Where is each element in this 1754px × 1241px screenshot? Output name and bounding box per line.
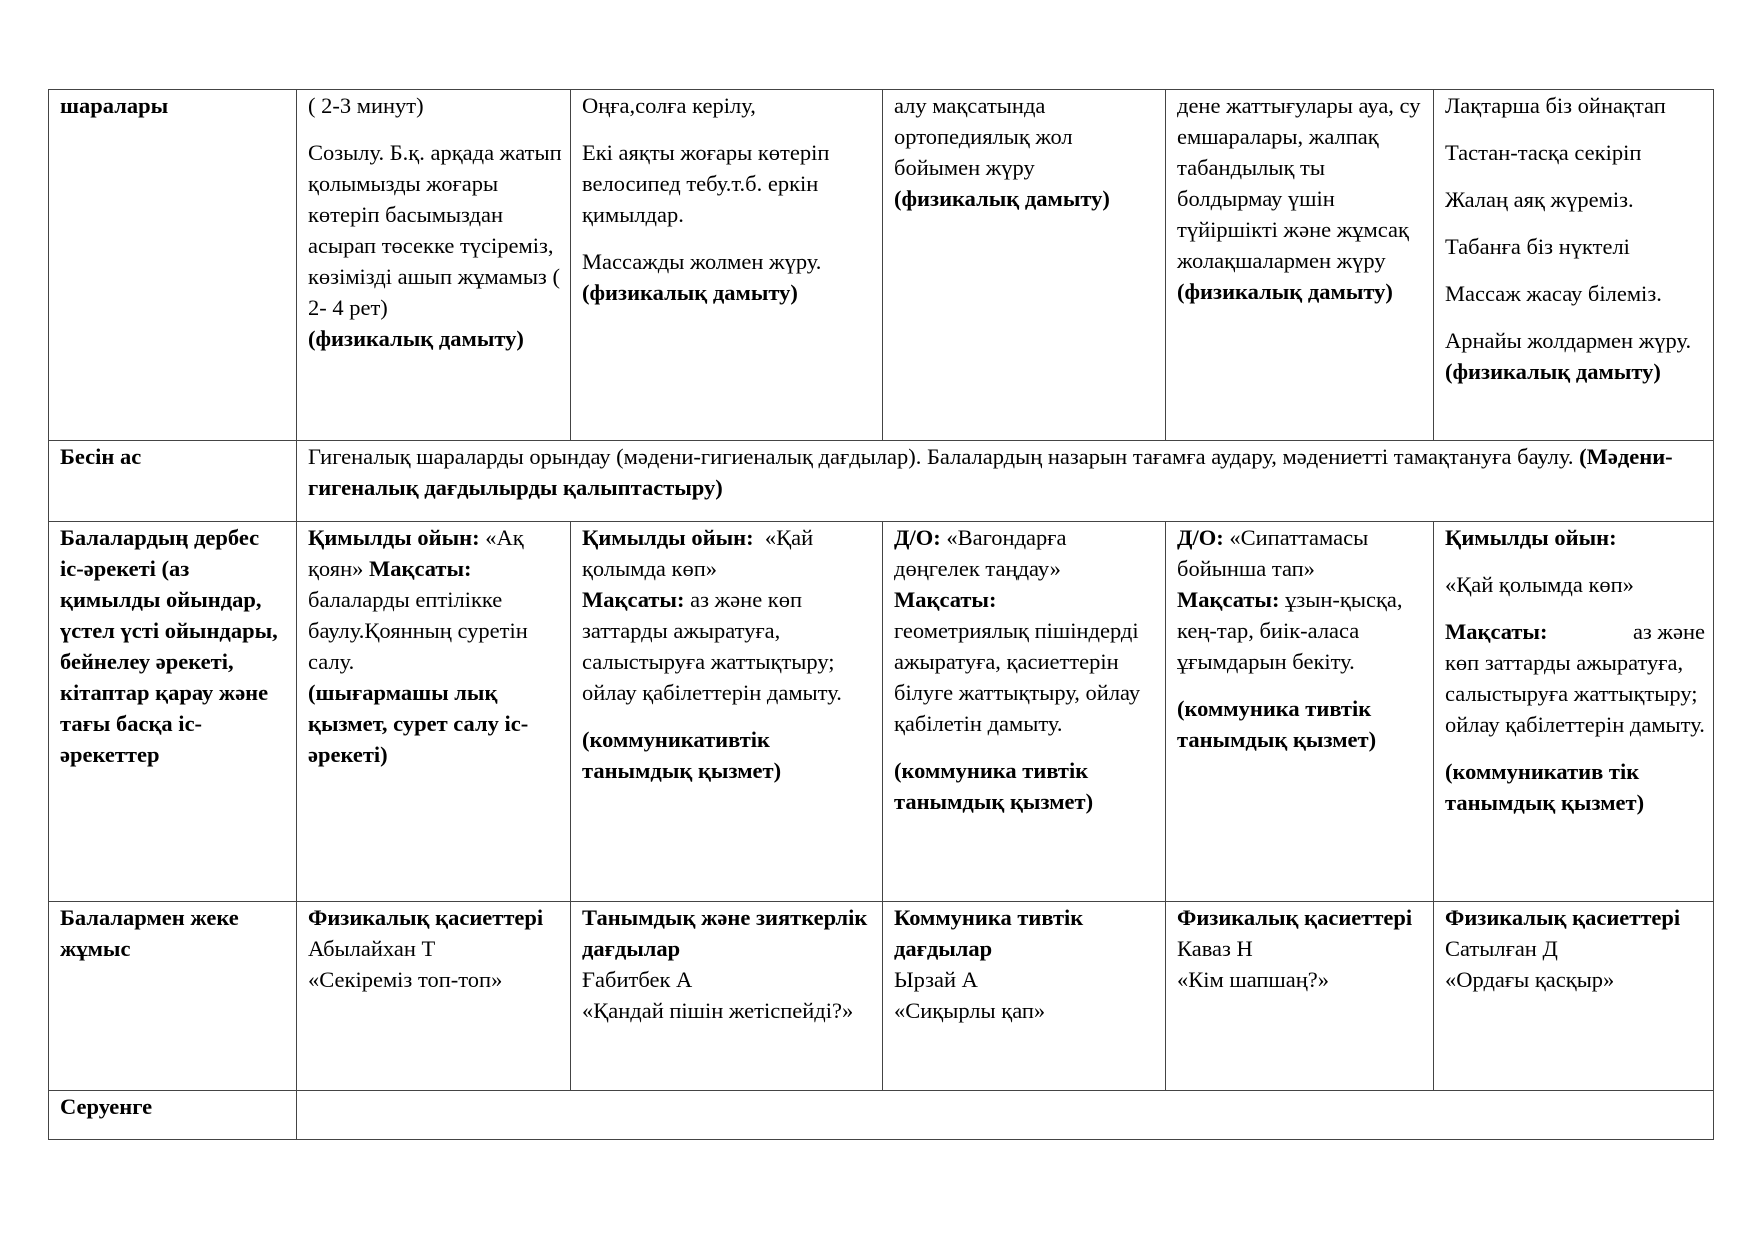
- skill-label: Танымдық және зияткерлік дағдылар: [582, 905, 868, 961]
- cell-text: Екі аяқты жоғары көтеріп велосипед тебу.т.б. еркін қимылдар.: [582, 140, 830, 227]
- cell-text: алу мақсатында ортопедиялық жол бойымен жүру (физикалық дамыту): [894, 93, 1110, 211]
- row-label-individual-work: Балалармен жеке жұмыс: [49, 902, 297, 1091]
- cell-activity-1: [297, 522, 571, 902]
- row-label-procedures: шаралары: [49, 90, 297, 441]
- row-label-lunch: Бесін ас: [49, 441, 297, 522]
- row-lunch: [49, 441, 1714, 522]
- cell-text: Оңға,солға керілу,: [582, 93, 756, 118]
- cell-procedures-3: [883, 90, 1166, 441]
- cell-procedures-4: [1166, 90, 1434, 441]
- child-name: Каваз Н: [1177, 936, 1253, 961]
- cell-procedures-5: [1434, 90, 1714, 441]
- game-name: «Кім шапшаң?»: [1177, 967, 1330, 992]
- cell-text: (коммуника тивтік танымдық қызмет): [1177, 696, 1377, 752]
- row-individual-work: [49, 902, 1714, 1091]
- cell-procedures-2: [571, 90, 883, 441]
- cell-text: Созылу. Б.қ. арқада жатып қолымызды жоғары көтеріп басымыздан асырап төсекке түсіреміз, көзімізді ашып жұмамыз ( 2- 4 рет) (физикалық дамыту): [308, 140, 562, 351]
- cell-text: Арнайы жолдармен жүру. (физикалық дамыту): [1445, 328, 1692, 384]
- daily-schedule-table: [48, 89, 1714, 1140]
- cell-text: Қимылды ойын:: [1445, 525, 1617, 550]
- cell-individual-2: [571, 902, 883, 1091]
- child-name: Ғабитбек А: [582, 967, 693, 992]
- cell-text: дене жаттығулары ауа, су емшаралары, жалпақ табандылық ты болдырмау үшін түйіршікті және жұмсақ жолақшалармен жүру (физикалық дамыту): [1177, 93, 1421, 304]
- cell-individual-5: [1434, 902, 1714, 1091]
- child-name: Ырзай А: [894, 967, 978, 992]
- cell-text: Табанға біз нүктелі: [1445, 234, 1630, 259]
- skill-label: Физикалық қасиеттері: [308, 905, 544, 930]
- row-procedures: [49, 90, 1714, 441]
- row-walk: [49, 1091, 1714, 1140]
- game-name: «Ордағы қасқыр»: [1445, 967, 1615, 992]
- cell-text: Жалаң аяқ жүреміз.: [1445, 187, 1634, 212]
- cell-text: Лақтарша біз ойнақтап: [1445, 93, 1666, 118]
- cell-procedures-1: [297, 90, 571, 441]
- row-label-independent-activity: Балалардың дербес іс-әрекеті (аз қимылды ойындар, үстел үсті ойындары, бейнелеу әрекеті, кітаптар қарау және тағы басқа іс-әрекеттер: [49, 522, 297, 902]
- cell-text: Қимылды ойын: «Ақ қоян» Мақсаты: балаларды ептілікке баулу.Қоянның суретін салу. (шығармашы лық қызмет, сурет салу іс-әрекеті): [308, 525, 529, 767]
- cell-text: Массажды жолмен жүру. (физикалық дамыту): [582, 249, 822, 305]
- cell-text: Тастан-тасқа секіріп: [1445, 140, 1642, 165]
- game-name: «Секіреміз топ-топ»: [308, 967, 503, 992]
- cell-text: Д/О: «Сипаттамасы бойынша тап» Мақсаты: ұзын-қысқа, кең-тар, биік-аласа ұғымдарын бекіту.: [1177, 525, 1403, 674]
- cell-text: «Қай қолымда көп»: [1445, 572, 1634, 597]
- cell-text: Мақсаты: аз және көп заттарды ажыратуға, салыстыруға жаттықтыру; ойлау қабілеттерін дамыту.: [1445, 619, 1705, 737]
- cell-individual-4: [1166, 902, 1434, 1091]
- cell-text: Массаж жасау білеміз.: [1445, 281, 1662, 306]
- cell-walk: [297, 1091, 1714, 1140]
- game-name: «Сиқырлы қап»: [894, 998, 1046, 1023]
- skill-label: Физикалық қасиеттері: [1445, 905, 1681, 930]
- child-name: Абылайхан Т: [308, 936, 436, 961]
- cell-individual-3: [883, 902, 1166, 1091]
- cell-activity-4: [1166, 522, 1434, 902]
- cell-activity-3: [883, 522, 1166, 902]
- cell-activity-2: [571, 522, 883, 902]
- skill-label: Коммуника тивтік дағдылар: [894, 905, 1084, 961]
- cell-lunch: Гигеналық шараларды орындау (мәдени-гигиеналық дағдылар). Балалардың назарын тағамға аудару, мәдениетті тамақтануға баулу. (Мәдени-гигеналық дағдылырды қалыптастыру): [297, 441, 1714, 522]
- cell-text: ( 2-3 минут): [308, 93, 424, 118]
- cell-text: Д/О: «Вагондарға дөңгелек таңдау» Мақсаты: геометриялық пішіндерді ажыратуға, қасиеттерін білуге жаттықтыру, ойлау қабілетін дамыту.: [894, 525, 1141, 736]
- skill-label: Физикалық қасиеттері: [1177, 905, 1413, 930]
- cell-text: (коммуника тивтік танымдық қызмет): [894, 758, 1094, 814]
- cell-activity-5: [1434, 522, 1714, 902]
- cell-text: Қимылды ойын: «Қай қолымда көп» Мақсаты: аз және көп заттарды ажыратуға, салыстыруға жаттықтыру; ойлау қабілеттерін дамыту.: [582, 525, 842, 705]
- child-name: Сатылған Д: [1445, 936, 1558, 961]
- game-name: «Қандай пішін жетіспейді?»: [582, 998, 854, 1023]
- row-label-walk: Серуенге: [49, 1091, 297, 1140]
- cell-text: (коммуникатив тік танымдық қызмет): [1445, 759, 1645, 815]
- row-independent-activity: [49, 522, 1714, 902]
- cell-individual-1: [297, 902, 571, 1091]
- cell-text: (коммуникативтік танымдық қызмет): [582, 727, 782, 783]
